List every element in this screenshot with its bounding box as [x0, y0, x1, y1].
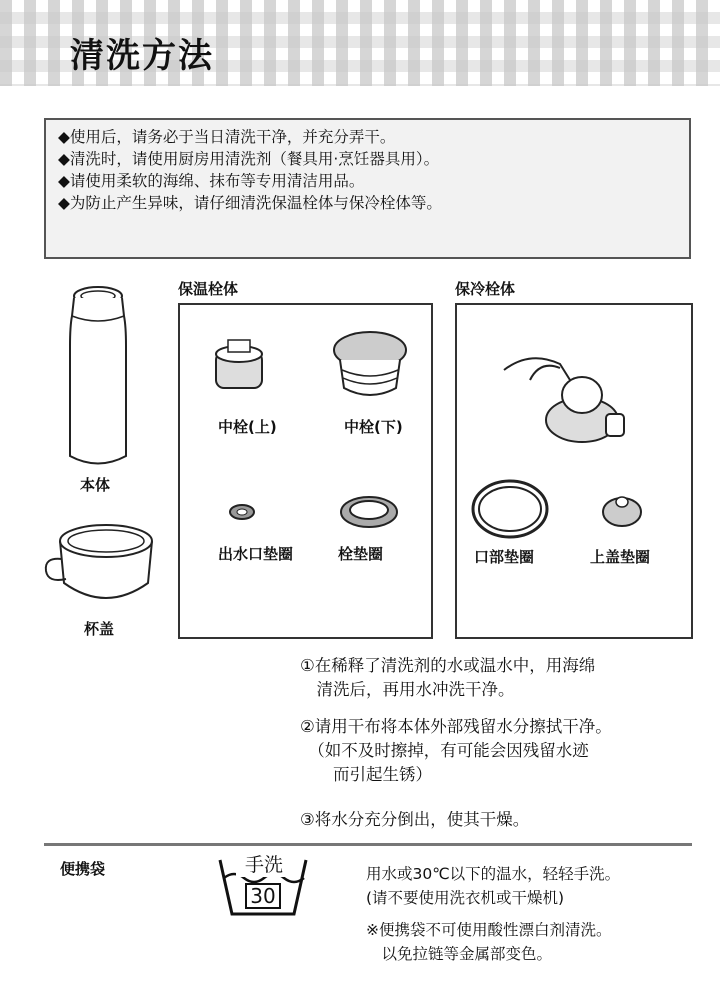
mouth-gasket-label: 口部垫圈	[474, 548, 535, 566]
lid-gasket-illustration	[600, 488, 644, 530]
note-item: ◆为防止产生异味，请仔细清洗保温栓体与保冷栓体等。	[58, 194, 442, 212]
plug-upper-label: 中栓(上)	[218, 418, 277, 436]
warm-plug-group-label: 保温栓体	[178, 280, 239, 298]
bag-label: 便携袋	[60, 860, 106, 878]
plug-gasket-illustration	[338, 494, 402, 536]
step-line: 清洗后，再用水冲洗干净。	[300, 680, 515, 699]
cold-plug-illustration	[500, 350, 630, 450]
step-2	[300, 715, 612, 787]
bag-line: ※便携袋不可使用酸性漂白剂清洗。	[366, 921, 612, 939]
cup-label: 杯盖	[84, 620, 115, 638]
plug-lower-label: 中栓(下)	[344, 418, 403, 436]
note-item: ◆请使用柔软的海绵、抹布等专用清洁用品。	[58, 172, 365, 190]
lid-gasket-label: 上盖垫圈	[590, 548, 651, 566]
bag-instructions	[366, 862, 620, 966]
page-title: 清洗方法	[70, 36, 214, 76]
cup-illustration	[44, 523, 159, 608]
bag-line: (请不要使用洗衣机或干燥机)	[366, 889, 565, 907]
spout-gasket-label: 出水口垫圈	[218, 545, 294, 563]
step-line: 而引起生锈）	[300, 765, 432, 784]
step-line: ②请用干布将本体外部残留水分擦拭干净。	[300, 717, 612, 736]
note-item: ◆清洗时，请使用厨房用清洗剂（餐具用·烹饪器具用）。	[58, 150, 440, 168]
mouth-gasket-illustration	[470, 478, 550, 540]
bag-line: 用水或30℃以下的温水，轻轻手洗。	[366, 865, 621, 883]
divider	[44, 843, 692, 846]
note-item: ◆使用后，请务必于当日清洗干净，并充分弄干。	[58, 128, 396, 146]
wash-temperature: 30	[250, 884, 276, 908]
cold-plug-group-label: 保冷栓体	[455, 280, 516, 298]
hand-wash-text: 手洗	[236, 850, 292, 877]
step-3	[300, 808, 529, 832]
bottle-illustration	[66, 286, 136, 471]
step-line: （如不及时擦掉，有可能会因残留水迹	[300, 741, 589, 760]
step-line: ③将水分充分倒出，使其干燥。	[300, 810, 530, 829]
body-label: 本体	[80, 476, 111, 494]
plug-upper-illustration	[210, 338, 270, 398]
step-1	[300, 654, 595, 702]
spout-gasket-illustration	[228, 502, 258, 526]
step-line: ①在稀释了清洗剂的水或温水中，用海绵	[300, 656, 596, 675]
plug-gasket-label: 栓垫圈	[338, 545, 384, 563]
plug-lower-illustration	[330, 322, 410, 402]
notes-box	[44, 118, 691, 259]
bag-line: 以免拉链等金属部变色。	[366, 945, 553, 963]
